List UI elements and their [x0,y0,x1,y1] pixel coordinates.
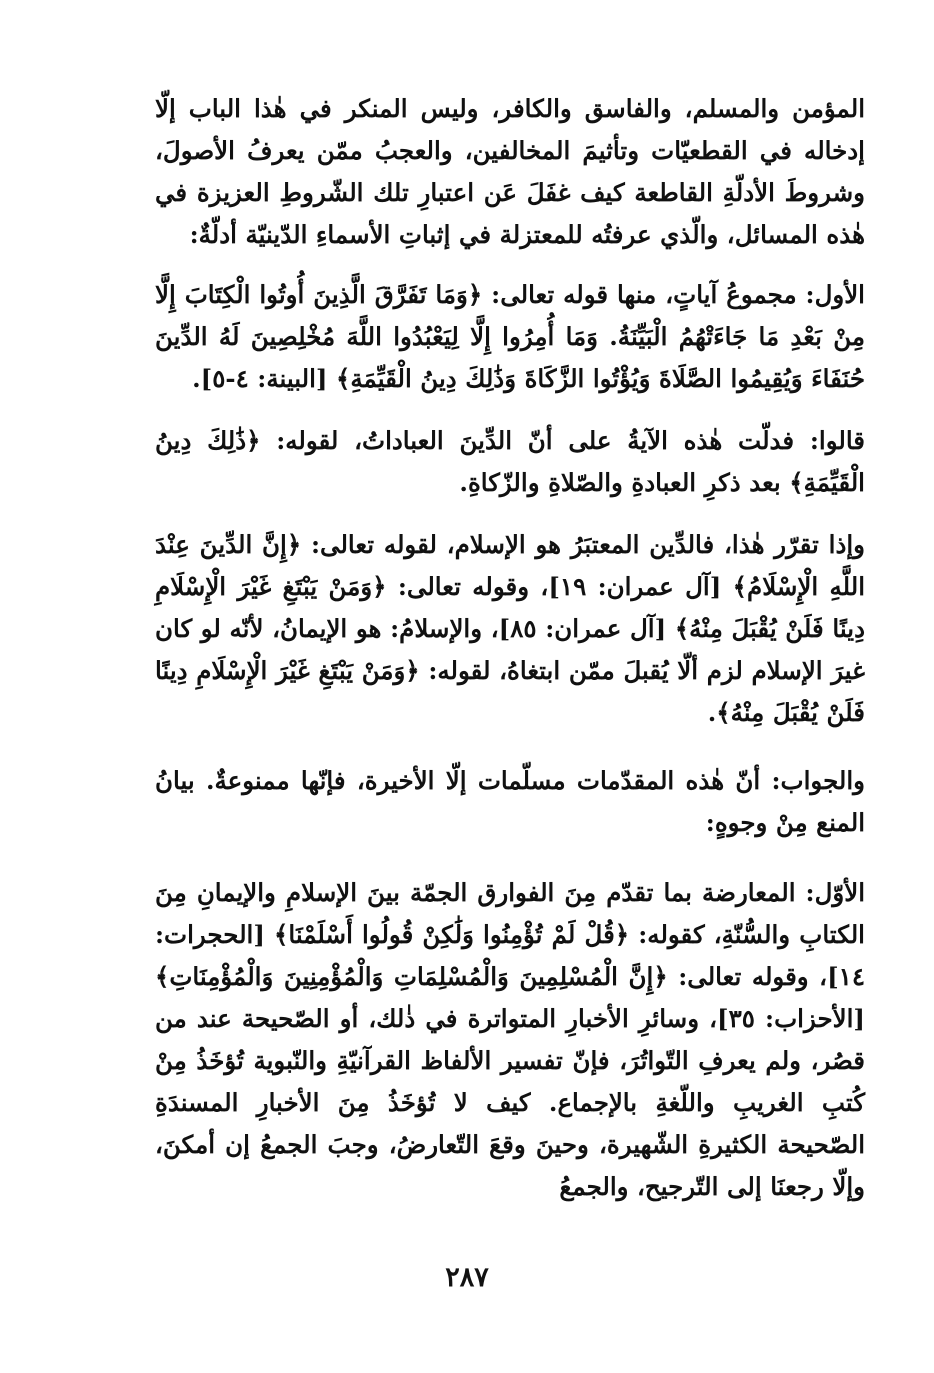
page-body [155,88,865,1208]
page-number: ٢٨٧ [445,1262,489,1293]
paragraph-5: والجواب: أنّ هٰذه المقدّمات مسلّمات إلّا الأخيرة، فإنّها ممنوعةٌ. بيانُ المنع مِنْ وجوهٍ: [155,766,865,837]
paragraph-4: وإذا تقرّر هٰذا، فالدِّين المعتبَرُ هو الإسلام، لقوله تعالى: ﴿إِنَّ الدِّينَ عِنْدَ اللَّهِ الْإِسْلَامُ﴾ [آل عمران: ١٩]، وقوله تعالى: ﴿وَمَنْ يَبْتَغِ غَيْرَ الْإِسْلَامِ دِينًا فَلَنْ يُقْبَلَ مِنْهُ﴾ [آل عمران: ٨٥]، والإسلامُ: هو الإيمانُ، لأنّه لو كان غيرَ الإسلام لزم ألّا يُقبلَ ممّن ابتغاهُ، لقوله: ﴿وَمَنْ يَبْتَغِ غَيْرَ الْإِسْلَامِ دِينًا فَلَنْ يُقْبَلَ مِنْهُ﴾. [155,530,865,727]
paragraph-1: المؤمن والمسلم، والفاسق والكافر، وليس المنكر في هٰذا الباب إلّا إدخاله في القطعيّات وتأثيمَ المخالفين، والعجبُ ممّن يعرفُ الأصولَ، وشروطَ الأدلّةِ القاطعة كيف غفَلَ عَن اعتبارِ تلك الشّروطِ العزيزة في هٰذه المسائل، والّذي عرفتُه للمعتزلة في إثباتِ الأسماءِ الدّينيّة أدلّةٌ: [155,94,865,249]
paragraph-6: الأوّل: المعارضة بما تقدّم مِنَ الفوارق الجمّة بينَ الإسلامِ والإيمانِ مِنَ الكتابِ والسُّنّةِ، كقوله: ﴿قُلْ لَمْ تُؤْمِنُوا وَلَٰكِنْ قُولُوا أَسْلَمْنَا﴾ [الحجرات: ١٤]، وقوله تعالى: ﴿إِنَّ الْمُسْلِمِينَ وَالْمُسْلِمَاتِ وَالْمُؤْمِنِينَ وَالْمُؤْمِنَاتِ﴾ [الأحزاب: ٣٥]، وسائرِ الأخبارِ المتواترة في ذٰلك، أو الصّحيحة عند من قصُر، ولم يعرفِ التّواتُرَ، فإنّ تفسير الألفاظ القرآنيّةِ والنّبوية تُؤخَذُ مِنْ كُتبِ الغريبِ واللّغةِ بالإجماع. كيف لا تُؤخَذُ مِنَ الأخبارِ المسندَةِ الصّحيحة الكثيرةِ الشّهيرة، وحينَ وقعَ التّعارضُ، وجبَ الجمعُ إن أمكنَ، وإلّا رجعنَا إلى التّرجيح، والجمعُ [155,878,865,1201]
paragraph-3: قالوا: فدلّت هٰذه الآيةُ على أنّ الدِّينَ العباداتُ، لقوله: ﴿ذَٰلِكَ دِينُ الْقَيِّمَةِ﴾ بعد ذكرِ العبادةِ والصّلاةِ والزّكاةِ. [155,426,865,497]
paragraph-2: الأول: مجموعُ آياتٍ، منها قوله تعالى: ﴿وَمَا تَفَرَّقَ الَّذِينَ أُوتُوا الْكِتَابَ إِلَّا مِنْ بَعْدِ مَا جَاءَتْهُمُ الْبَيِّنَةُ. وَمَا أُمِرُوا إِلَّا لِيَعْبُدُوا اللَّهَ مُخْلِصِينَ لَهُ الدِّينَ حُنَفَاءَ وَيُقِيمُوا الصَّلَاةَ وَيُؤْتُوا الزَّكَاةَ وَذَٰلِكَ دِينُ الْقَيِّمَةِ﴾ [البينة: ٤-٥]. [155,280,865,393]
